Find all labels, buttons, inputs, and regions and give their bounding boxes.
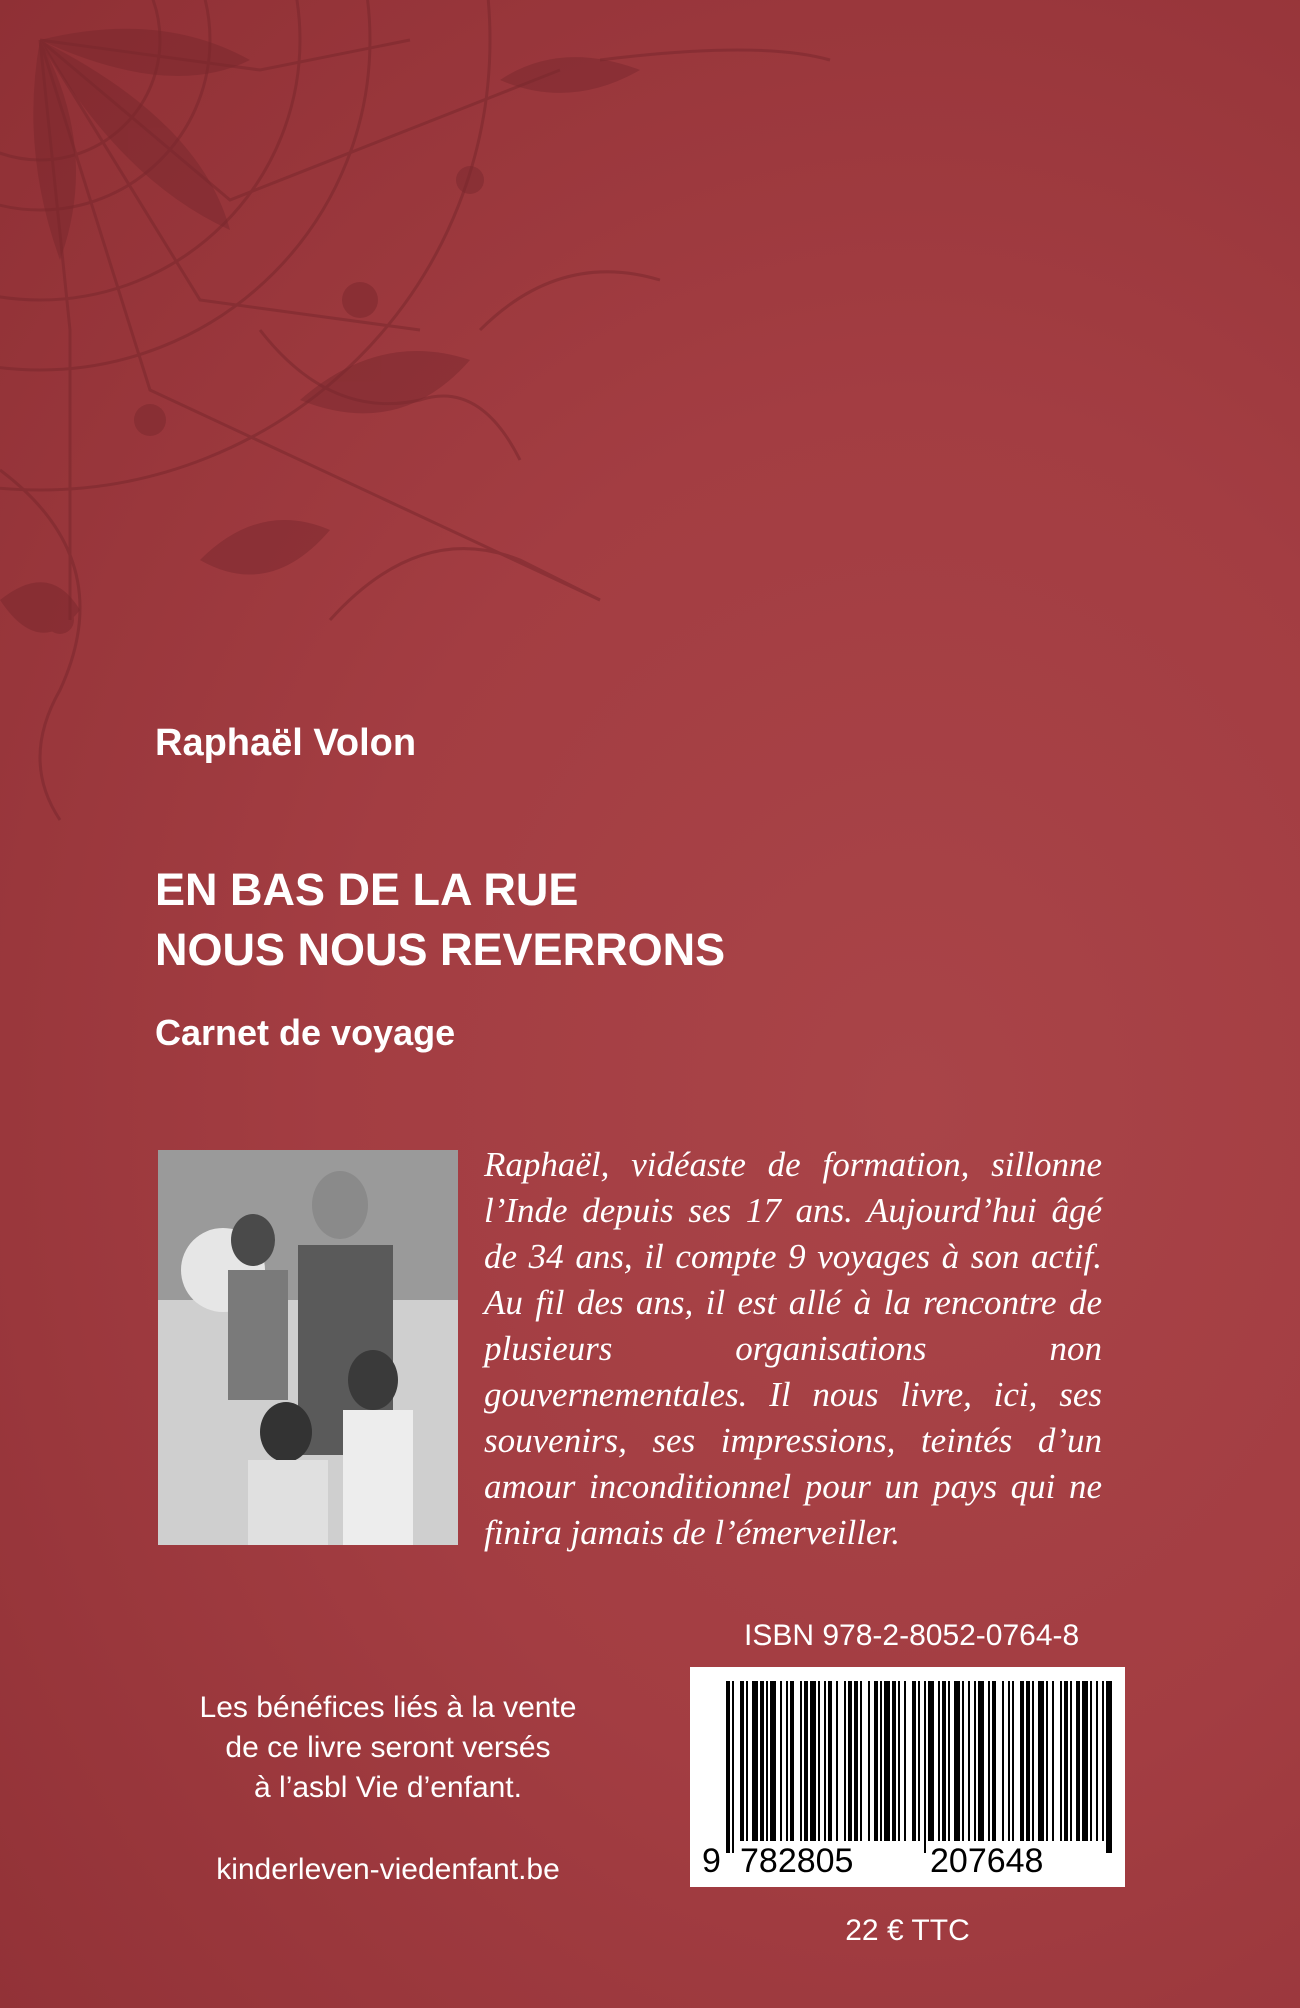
barcode-bar [918, 1681, 920, 1841]
barcode-bar [928, 1681, 934, 1841]
barcode-bar [818, 1681, 820, 1841]
barcode-bar [1082, 1681, 1088, 1841]
barcode-bar [1076, 1681, 1080, 1841]
barcode-bar [766, 1681, 768, 1841]
barcode-bar [954, 1681, 960, 1841]
charity-website: kinderleven-viedenfant.be [216, 1853, 560, 1886]
barcode-bar [1106, 1681, 1112, 1853]
barcode-bar [1052, 1681, 1054, 1841]
proceeds-line-1: Les bénéfices liés à la vente [199, 1691, 577, 1724]
barcode-bar [786, 1681, 788, 1841]
mandala-ornament [0, 0, 840, 830]
book-title-line-2: NOUS NOUS REVERRONS [155, 924, 726, 975]
barcode-bar [1102, 1681, 1104, 1841]
barcode-bar [780, 1681, 782, 1841]
proceeds-line-2: de ce livre seront versés [225, 1731, 551, 1764]
barcode-bar [800, 1681, 802, 1841]
barcode-bar [974, 1681, 976, 1841]
barcode-bar [1038, 1681, 1044, 1841]
barcode-bar [898, 1681, 900, 1841]
barcode-bar [848, 1681, 852, 1841]
barcode-bar [938, 1681, 940, 1841]
barcode-left-digits: 782805 [740, 1842, 854, 1880]
barcode-bar [1070, 1681, 1072, 1841]
barcode-bar [1008, 1681, 1010, 1841]
barcode-bar [1012, 1681, 1014, 1841]
barcode-right-digits: 207648 [930, 1842, 1044, 1880]
author-name: Raphaël Volon [155, 722, 417, 764]
barcode-bar [1096, 1681, 1098, 1841]
barcode-bar [860, 1681, 862, 1841]
isbn-number: ISBN 978-2-8052-0764-8 [744, 1619, 1080, 1652]
barcode-bar [912, 1681, 916, 1841]
barcode-bar [1064, 1681, 1068, 1841]
barcode-bar [1026, 1681, 1030, 1841]
barcode [690, 1667, 1125, 1887]
barcode-bar [1002, 1681, 1004, 1841]
barcode-bar [746, 1681, 748, 1841]
barcode-bar [978, 1681, 984, 1841]
barcode-bar [824, 1681, 826, 1841]
book-summary: Raphaël, vidéaste de formation, sillonne l’Inde depuis ses 17 ans. Aujourd’hui âgé de 34 ans, il compte 9 voyages à son actif. Au fil des ans, il est allé à la rencontre de plusieurs organisations non gouvernementales. Il nous livre, ici, ses souvenirs, ses impressions, teintés d’un amour inconditionnel pour un pays qui ne finira jamais de l’émerveiller. [484, 1145, 1102, 1552]
barcode-bar [1046, 1681, 1048, 1841]
book-subtitle: Carnet de voyage [155, 1012, 456, 1053]
barcode-bar [804, 1681, 808, 1841]
barcode-bar [924, 1681, 926, 1853]
proceeds-line-3: à l’asbl Vie d’enfant. [254, 1771, 522, 1804]
barcode-bar [844, 1681, 846, 1841]
barcode-bar [1032, 1681, 1034, 1841]
book-title-line-1: EN BAS DE LA RUE [155, 864, 579, 915]
barcode-bar [732, 1681, 734, 1853]
barcode-bar [904, 1681, 906, 1841]
barcode-bar [942, 1681, 946, 1841]
author-photo [158, 1150, 458, 1545]
price-label: 22 € TTC [845, 1914, 970, 1947]
barcode-bar [854, 1681, 858, 1841]
barcode-bar [836, 1681, 838, 1841]
barcode-bar [948, 1681, 950, 1841]
barcode-bar [968, 1681, 970, 1841]
barcode-bar [1090, 1681, 1092, 1841]
barcode-bar [892, 1681, 896, 1841]
barcode-bar [760, 1681, 764, 1841]
barcode-bar [988, 1681, 990, 1841]
book-title [155, 860, 725, 980]
barcode-bar [770, 1681, 776, 1841]
barcode-bar [884, 1681, 890, 1841]
barcode-bar [868, 1681, 870, 1841]
barcode-bar [992, 1681, 996, 1841]
barcode-bar [1060, 1681, 1062, 1841]
barcode-bar [1020, 1681, 1024, 1841]
barcode-bar [790, 1681, 794, 1841]
barcode-bar [810, 1681, 816, 1841]
barcode-bar [726, 1681, 730, 1853]
proceeds-notice [143, 1688, 633, 1808]
barcode-bar [874, 1681, 878, 1841]
barcode-bar [962, 1681, 964, 1841]
barcode-bar [880, 1681, 882, 1841]
barcode-first-digit: 9 [702, 1842, 721, 1880]
barcode-bar [828, 1681, 832, 1841]
barcode-bar [752, 1681, 758, 1841]
barcode-bar [740, 1681, 744, 1841]
